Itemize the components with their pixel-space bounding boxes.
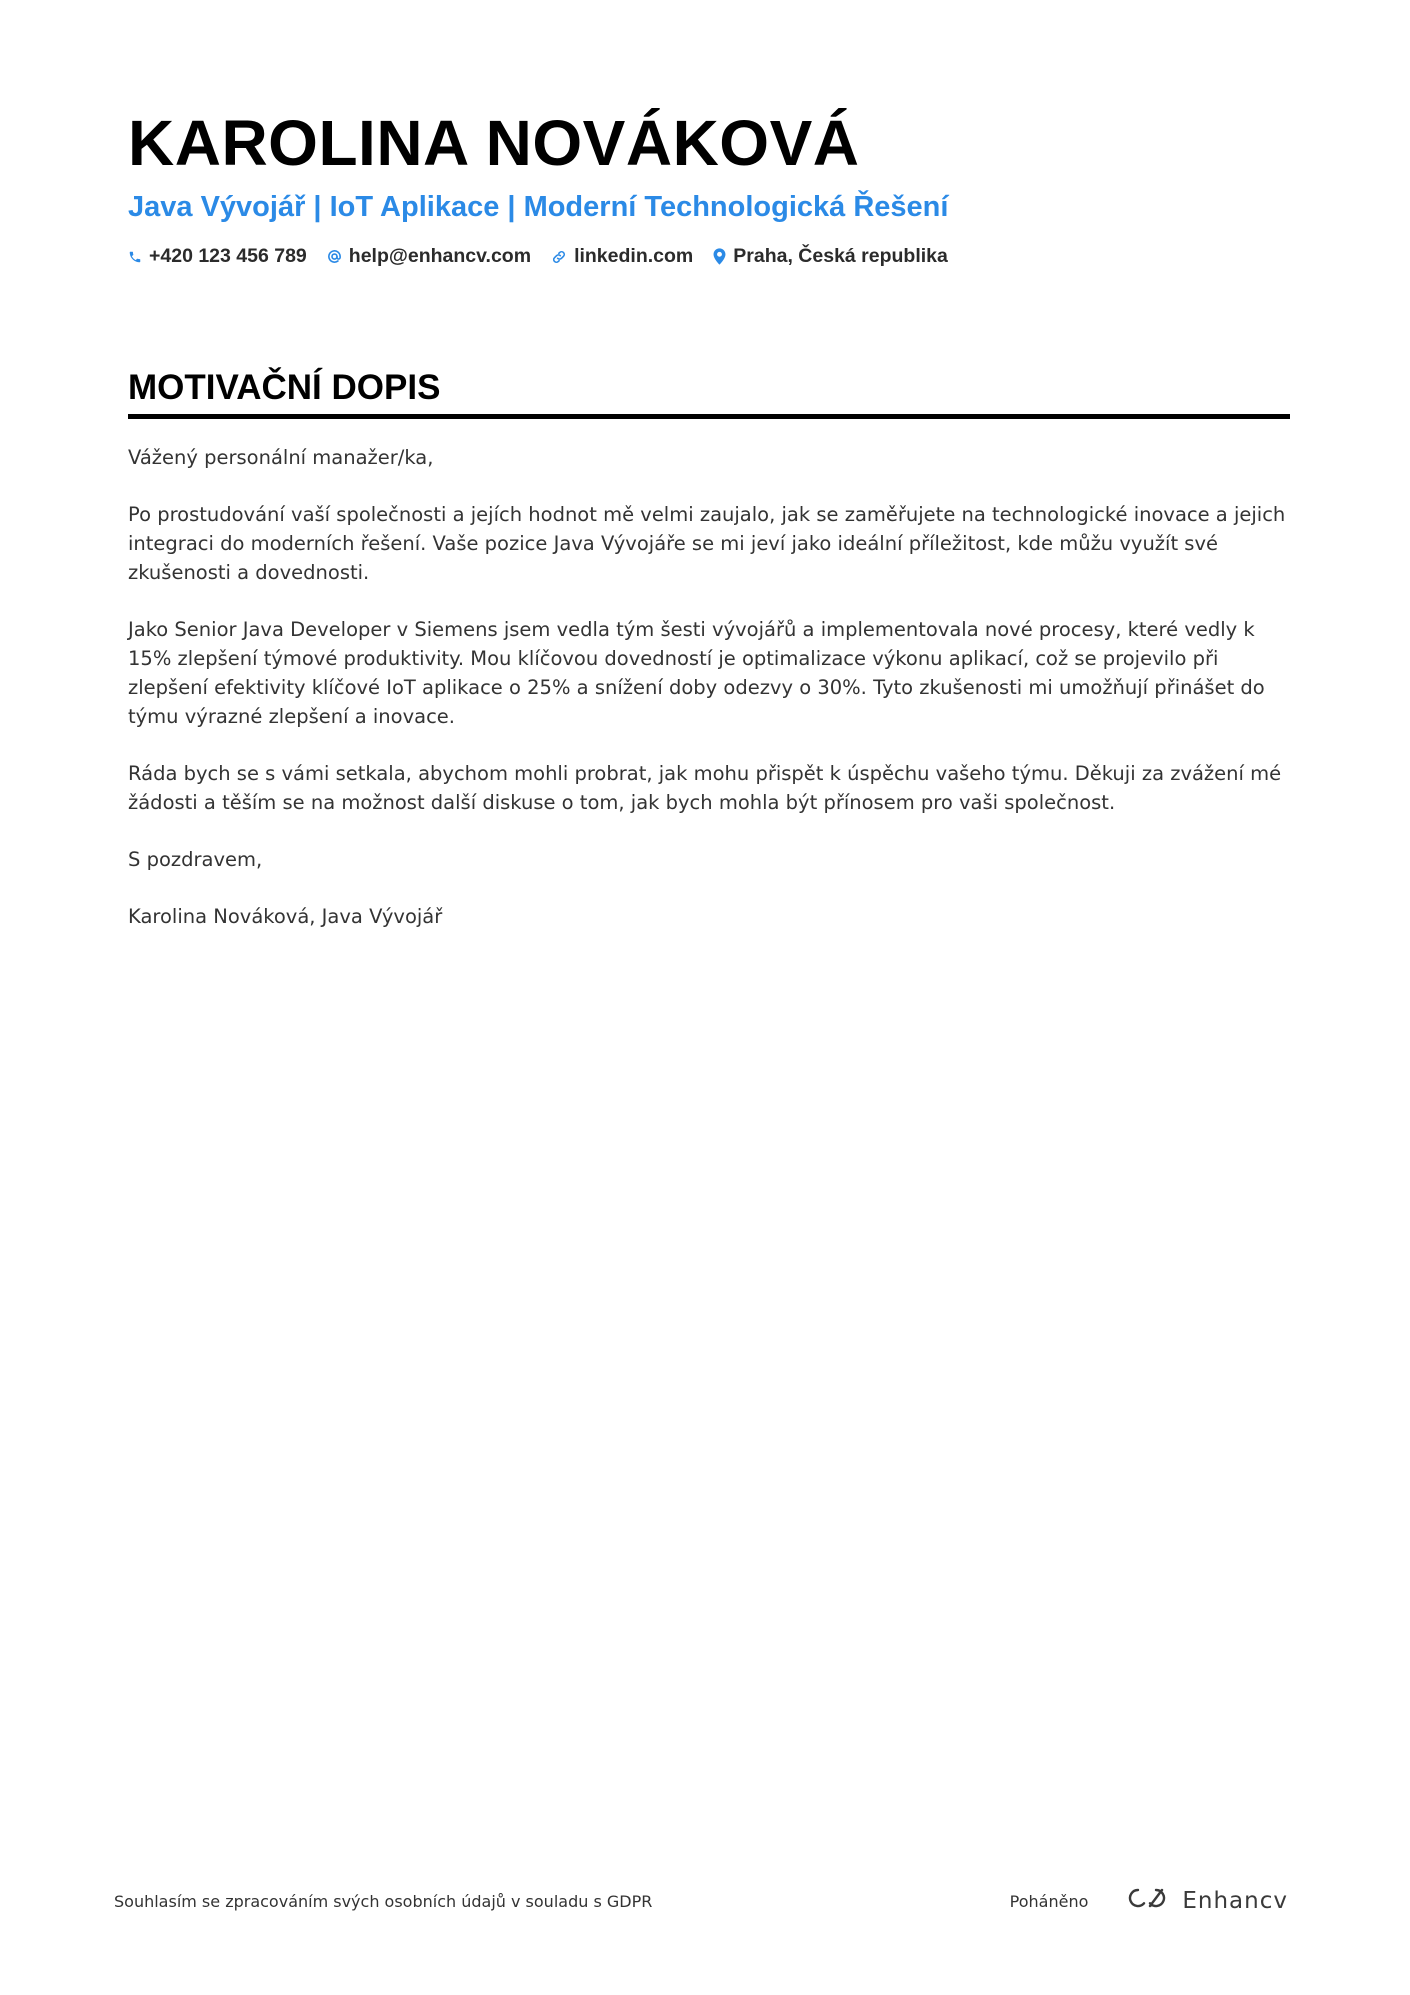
location-pin-icon [713, 248, 726, 265]
location-text: Praha, Česká republika [733, 245, 948, 268]
letter-body [128, 443, 1290, 931]
link-icon [551, 249, 567, 265]
header [128, 108, 1288, 268]
phone-icon [128, 249, 142, 265]
closing: S pozdravem, [128, 848, 263, 872]
contact-email[interactable] [327, 245, 531, 268]
at-icon [327, 249, 342, 264]
contact-linkedin[interactable] [551, 245, 693, 268]
candidate-name: KAROLINA NOVÁKOVÁ [128, 107, 860, 179]
letter-paragraph: Jako Senior Java Developer v Siemens jsem vedla tým šesti vývojářů a implementovala nové procesy, které vedly k 15% zlepšení týmové produktivity. Mou klíčovou dovedností je optimalizace výkonu aplikací, což se projevilo při zlepšení efektivity klíčové IoT aplikace o 25% a snížení doby odezvy o 30%. Tyto zkušenosti mi umožňují přinášet do týmu výrazné zlepšení a inovace. [128, 618, 1265, 729]
phone-number: +420 123 456 789 [149, 245, 307, 268]
section-title: MOTIVAČNÍ DOPIS [128, 368, 1290, 419]
powered-by-label: Poháněno [1009, 1891, 1089, 1911]
contact-info [128, 245, 1288, 268]
salutation: Vážený personální manažer/ka, [128, 446, 434, 470]
signature: Karolina Nováková, Java Vývojář [128, 905, 443, 929]
candidate-headline: Java Vývojář | IoT Aplikace | Moderní Technologická Řešení [128, 191, 949, 224]
enhancv-brand [1126, 1886, 1288, 1916]
powered-by[interactable] [1010, 1886, 1288, 1916]
letter-paragraph: Po prostudování vaší společnosti a jejích hodnot mě velmi zaujalo, jak se zaměřujete na technologické inovace a jejich integraci do moderních řešení. Vaše pozice Java Vývojáře se mi jeví jako ideální příležitost, kde můžu využít své zkušenosti a dovednosti. [128, 503, 1286, 585]
enhancv-logo-icon [1126, 1886, 1172, 1916]
letter-section [128, 368, 1290, 959]
linkedin-url: linkedin.com [574, 245, 694, 268]
brand-name: Enhancv [1182, 1888, 1288, 1914]
letter-paragraph: Ráda bych se s vámi setkala, abychom mohli probrat, jak mohu přispět k úspěchu vašeho týmu. Děkuji za zvážení mé žádosti a těším se na možnost další diskuse o tom, jak bych mohla být přínosem pro vaši společnost. [128, 762, 1282, 815]
gdpr-consent: Souhlasím se zpracováním svých osobních údajů v souladu s GDPR [114, 1891, 653, 1911]
footer [114, 1886, 1288, 1916]
contact-phone [128, 245, 307, 268]
contact-location [713, 245, 948, 268]
email-address: help@enhancv.com [348, 245, 532, 268]
